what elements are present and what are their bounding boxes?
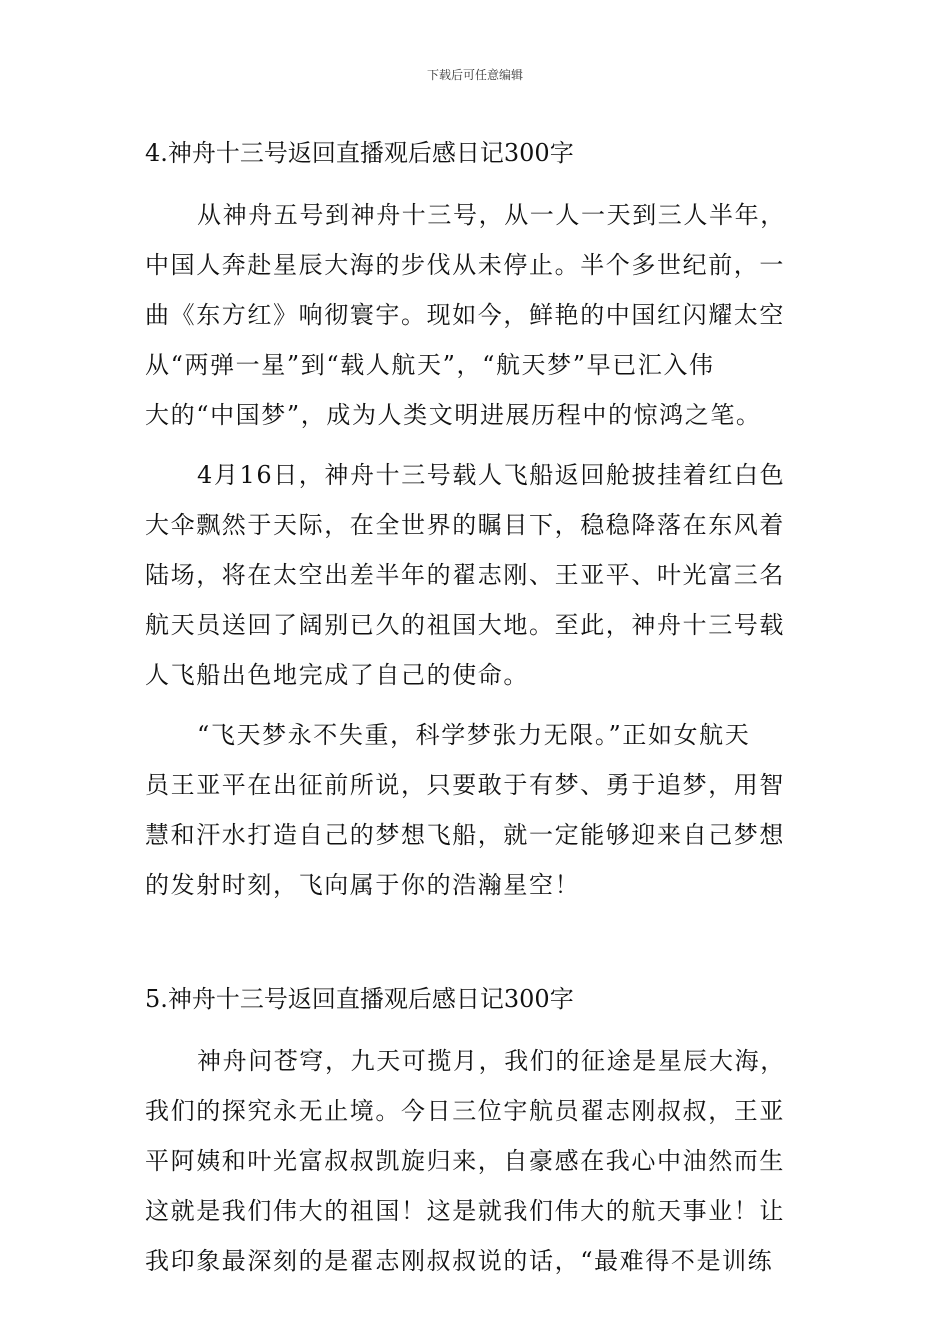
paragraph-line: 我印象最深刻的是翟志刚叔叔说的话，“最难得不是训练 [145,1247,774,1275]
paragraph-line: 从“两弹一星”到“载人航天”，“航天梦”早已汇入伟 [145,351,715,379]
paragraph-line: “飞天梦永不失重，科学梦张力无限。”正如女航天 [197,721,751,749]
paragraph-line: 神舟问苍穹，九天可揽月，我们的征途是星辰大海， [197,1047,786,1075]
document-body [145,128,815,1286]
section-title: 5.神舟十三号返回直播观后感日记300字 [145,985,574,1013]
paragraph-line: 人飞船出色地完成了自己的使命。 [145,661,529,689]
paragraph-line: 的发射时刻，飞向属于你的浩瀚星空！ [145,871,581,899]
paragraph [145,450,815,700]
paragraph-line: 曲《东方红》响彻寰宇。现如今，鲜艳的中国红闪耀太空 [145,301,785,329]
paragraph-line: 4月16日，神舟十三号载人飞船返回舱披挂着红白色 [197,461,786,489]
paragraph [145,190,815,440]
header-note: 下载后可任意编辑 [426,68,523,82]
paragraph-line: 我们的探究永无止境。今日三位宇航员翟志刚叔叔，王亚 [145,1097,785,1125]
paragraph-line: 航天员送回了阔别已久的祖国大地。至此，神舟十三号载 [145,611,785,639]
paragraph-line: 大伞飘然于天际，在全世界的瞩目下，稳稳降落在东风着 [145,511,785,539]
paragraph-line: 中国人奔赴星辰大海的步伐从未停止。半个多世纪前，一 [145,251,785,279]
paragraph-line: 从神舟五号到神舟十三号，从一人一天到三人半年， [197,201,786,229]
paragraph [145,1036,815,1286]
paragraph-line: 大的“中国梦”，成为人类文明进展历程中的惊鸿之笔。 [145,401,762,429]
paragraph-line: 陆场，将在太空出差半年的翟志刚、王亚平、叶光富三名 [145,561,785,589]
paragraph [145,710,815,910]
paragraph-line: 平阿姨和叶光富叔叔凯旋归来，自豪感在我心中油然而生 [145,1147,785,1175]
section-title: 4.神舟十三号返回直播观后感日记300字 [145,139,574,167]
paragraph-line: 慧和汗水打造自己的梦想飞船，就一定能够迎来自己梦想 [145,821,785,849]
paragraph-line: 这就是我们伟大的祖国！这是就我们伟大的航天事业！让 [145,1197,785,1225]
paragraph-line: 员王亚平在出征前所说，只要敢于有梦、勇于追梦，用智 [145,771,785,799]
